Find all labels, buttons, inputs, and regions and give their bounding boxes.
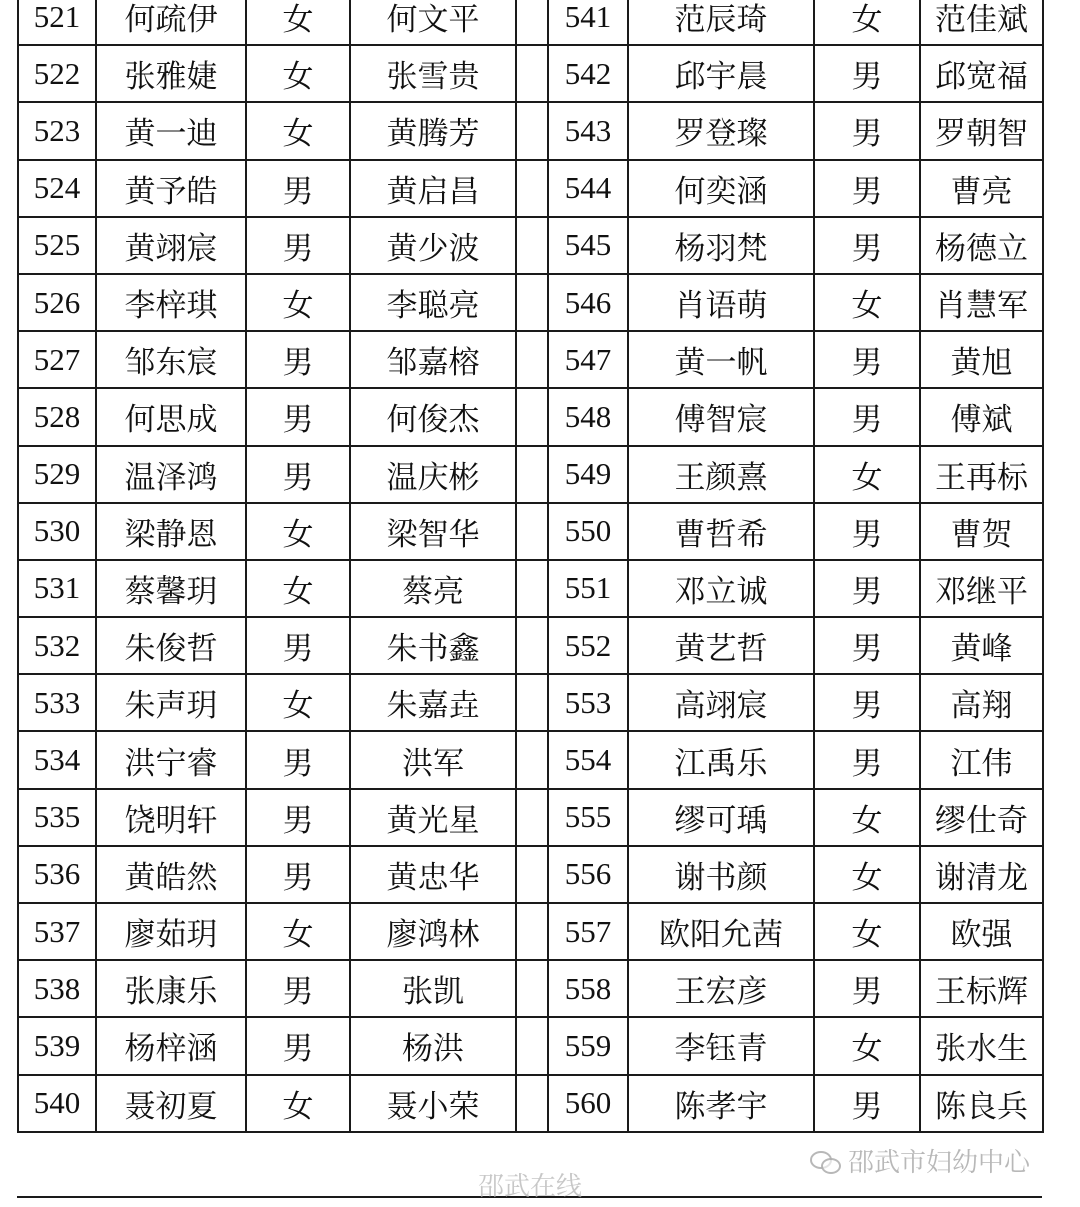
right-gender-cell: 男 bbox=[814, 388, 920, 445]
right-gender-cell: 男 bbox=[814, 674, 920, 731]
left-parent-name-cell: 聂小荣 bbox=[350, 1075, 516, 1132]
right-parent-name-cell: 谢清龙 bbox=[920, 846, 1043, 903]
right-parent-name-cell: 黄旭 bbox=[920, 331, 1043, 388]
column-divider-cell bbox=[516, 446, 548, 503]
right-parent-name-cell: 杨德立 bbox=[920, 217, 1043, 274]
left-parent-name-cell: 邹嘉榕 bbox=[350, 331, 516, 388]
left-student-name-cell: 李梓琪 bbox=[96, 274, 246, 331]
column-divider-cell bbox=[516, 102, 548, 159]
table-row bbox=[18, 846, 1043, 903]
right-gender-cell: 男 bbox=[814, 617, 920, 674]
right-gender-cell: 男 bbox=[814, 1075, 920, 1132]
right-parent-name-cell: 罗朝智 bbox=[920, 102, 1043, 159]
left-parent-name-cell: 黄腾芳 bbox=[350, 102, 516, 159]
left-gender-cell: 女 bbox=[246, 503, 350, 560]
left-student-name-cell: 朱俊哲 bbox=[96, 617, 246, 674]
right-number-cell: 544 bbox=[548, 160, 628, 217]
left-student-name-cell: 张雅婕 bbox=[96, 45, 246, 102]
right-number-cell: 549 bbox=[548, 446, 628, 503]
left-student-name-cell: 黄一迪 bbox=[96, 102, 246, 159]
left-number-cell: 533 bbox=[18, 674, 96, 731]
footer-watermark: 邵武在线 bbox=[478, 1172, 583, 1202]
right-gender-cell: 男 bbox=[814, 331, 920, 388]
right-gender-cell: 女 bbox=[814, 846, 920, 903]
right-gender-cell: 男 bbox=[814, 217, 920, 274]
right-number-cell: 550 bbox=[548, 503, 628, 560]
right-parent-name-cell: 邱宽福 bbox=[920, 45, 1043, 102]
right-parent-name-cell: 曹贺 bbox=[920, 503, 1043, 560]
right-gender-cell: 男 bbox=[814, 560, 920, 617]
right-gender-cell: 男 bbox=[814, 102, 920, 159]
right-number-cell: 551 bbox=[548, 560, 628, 617]
left-student-name-cell: 何疏伊 bbox=[96, 0, 246, 45]
left-number-cell: 539 bbox=[18, 1017, 96, 1074]
column-divider-cell bbox=[516, 503, 548, 560]
left-number-cell: 527 bbox=[18, 331, 96, 388]
table-row bbox=[18, 388, 1043, 445]
left-parent-name-cell: 何文平 bbox=[350, 0, 516, 45]
right-parent-name-cell: 范佳斌 bbox=[920, 0, 1043, 45]
right-student-name-cell: 陈孝宇 bbox=[628, 1075, 814, 1132]
right-number-cell: 552 bbox=[548, 617, 628, 674]
right-student-name-cell: 肖语萌 bbox=[628, 274, 814, 331]
right-number-cell: 554 bbox=[548, 731, 628, 788]
left-student-name-cell: 何思成 bbox=[96, 388, 246, 445]
right-gender-cell: 女 bbox=[814, 789, 920, 846]
table-row bbox=[18, 217, 1043, 274]
table-row bbox=[18, 960, 1043, 1017]
left-number-cell: 537 bbox=[18, 903, 96, 960]
right-gender-cell: 女 bbox=[814, 274, 920, 331]
left-parent-name-cell: 梁智华 bbox=[350, 503, 516, 560]
column-divider-cell bbox=[516, 903, 548, 960]
column-divider-cell bbox=[516, 274, 548, 331]
column-divider-cell bbox=[516, 0, 548, 45]
table-row bbox=[18, 331, 1043, 388]
left-gender-cell: 女 bbox=[246, 674, 350, 731]
right-student-name-cell: 谢书颜 bbox=[628, 846, 814, 903]
column-divider-cell bbox=[516, 846, 548, 903]
left-number-cell: 535 bbox=[18, 789, 96, 846]
table-row bbox=[18, 560, 1043, 617]
table-row bbox=[18, 102, 1043, 159]
right-number-cell: 548 bbox=[548, 388, 628, 445]
left-parent-name-cell: 黄少波 bbox=[350, 217, 516, 274]
right-number-cell: 560 bbox=[548, 1075, 628, 1132]
left-number-cell: 530 bbox=[18, 503, 96, 560]
right-number-cell: 556 bbox=[548, 846, 628, 903]
column-divider-cell bbox=[516, 45, 548, 102]
right-parent-name-cell: 欧强 bbox=[920, 903, 1043, 960]
left-gender-cell: 女 bbox=[246, 1075, 350, 1132]
left-gender-cell: 男 bbox=[246, 160, 350, 217]
left-parent-name-cell: 何俊杰 bbox=[350, 388, 516, 445]
watermark-text: 邵武市妇幼中心 bbox=[848, 1148, 1031, 1178]
left-number-cell: 534 bbox=[18, 731, 96, 788]
left-student-name-cell: 黄皓然 bbox=[96, 846, 246, 903]
right-gender-cell: 女 bbox=[814, 1017, 920, 1074]
right-number-cell: 558 bbox=[548, 960, 628, 1017]
left-gender-cell: 女 bbox=[246, 45, 350, 102]
left-gender-cell: 女 bbox=[246, 274, 350, 331]
left-parent-name-cell: 温庆彬 bbox=[350, 446, 516, 503]
column-divider-cell bbox=[516, 388, 548, 445]
right-gender-cell: 男 bbox=[814, 731, 920, 788]
left-number-cell: 524 bbox=[18, 160, 96, 217]
table-row bbox=[18, 45, 1043, 102]
left-student-name-cell: 梁静恩 bbox=[96, 503, 246, 560]
left-student-name-cell: 杨梓涵 bbox=[96, 1017, 246, 1074]
left-number-cell: 538 bbox=[18, 960, 96, 1017]
right-number-cell: 542 bbox=[548, 45, 628, 102]
left-student-name-cell: 洪宁睿 bbox=[96, 731, 246, 788]
left-gender-cell: 男 bbox=[246, 960, 350, 1017]
right-student-name-cell: 李钰青 bbox=[628, 1017, 814, 1074]
right-student-name-cell: 曹哲希 bbox=[628, 503, 814, 560]
left-gender-cell: 男 bbox=[246, 446, 350, 503]
left-parent-name-cell: 张雪贵 bbox=[350, 45, 516, 102]
right-student-name-cell: 罗登璨 bbox=[628, 102, 814, 159]
table-row bbox=[18, 274, 1043, 331]
right-gender-cell: 女 bbox=[814, 903, 920, 960]
right-student-name-cell: 江禹乐 bbox=[628, 731, 814, 788]
column-divider-cell bbox=[516, 674, 548, 731]
left-gender-cell: 男 bbox=[246, 388, 350, 445]
left-number-cell: 525 bbox=[18, 217, 96, 274]
left-number-cell: 526 bbox=[18, 274, 96, 331]
right-student-name-cell: 黄一帆 bbox=[628, 331, 814, 388]
right-parent-name-cell: 江伟 bbox=[920, 731, 1043, 788]
left-parent-name-cell: 黄忠华 bbox=[350, 846, 516, 903]
right-parent-name-cell: 高翔 bbox=[920, 674, 1043, 731]
left-number-cell: 536 bbox=[18, 846, 96, 903]
roster-body bbox=[18, 0, 1043, 1132]
left-parent-name-cell: 蔡亮 bbox=[350, 560, 516, 617]
column-divider-cell bbox=[516, 731, 548, 788]
column-divider-cell bbox=[516, 560, 548, 617]
left-number-cell: 523 bbox=[18, 102, 96, 159]
right-student-name-cell: 王颜熹 bbox=[628, 446, 814, 503]
left-parent-name-cell: 朱嘉垚 bbox=[350, 674, 516, 731]
right-number-cell: 555 bbox=[548, 789, 628, 846]
column-divider-cell bbox=[516, 1075, 548, 1132]
table-row bbox=[18, 503, 1043, 560]
table-row bbox=[18, 1075, 1043, 1132]
right-student-name-cell: 邱宇晨 bbox=[628, 45, 814, 102]
left-parent-name-cell: 黄光星 bbox=[350, 789, 516, 846]
right-student-name-cell: 欧阳允茜 bbox=[628, 903, 814, 960]
right-gender-cell: 男 bbox=[814, 503, 920, 560]
column-divider-cell bbox=[516, 217, 548, 274]
left-number-cell: 521 bbox=[18, 0, 96, 45]
right-gender-cell: 女 bbox=[814, 446, 920, 503]
left-student-name-cell: 黄予皓 bbox=[96, 160, 246, 217]
right-student-name-cell: 王宏彦 bbox=[628, 960, 814, 1017]
left-parent-name-cell: 朱书鑫 bbox=[350, 617, 516, 674]
left-student-name-cell: 朱声玥 bbox=[96, 674, 246, 731]
left-gender-cell: 女 bbox=[246, 102, 350, 159]
right-parent-name-cell: 肖慧军 bbox=[920, 274, 1043, 331]
right-gender-cell: 男 bbox=[814, 960, 920, 1017]
right-student-name-cell: 黄艺哲 bbox=[628, 617, 814, 674]
watermark bbox=[810, 1142, 1030, 1179]
right-parent-name-cell: 陈良兵 bbox=[920, 1075, 1043, 1132]
wechat-icon bbox=[810, 1149, 840, 1173]
right-number-cell: 553 bbox=[548, 674, 628, 731]
left-number-cell: 522 bbox=[18, 45, 96, 102]
table-row bbox=[18, 903, 1043, 960]
right-number-cell: 559 bbox=[548, 1017, 628, 1074]
column-divider-cell bbox=[516, 960, 548, 1017]
left-gender-cell: 男 bbox=[246, 1017, 350, 1074]
table-row bbox=[18, 446, 1043, 503]
left-student-name-cell: 聂初夏 bbox=[96, 1075, 246, 1132]
roster-table bbox=[17, 0, 1044, 1133]
table-row bbox=[18, 1017, 1043, 1074]
right-student-name-cell: 何奕涵 bbox=[628, 160, 814, 217]
right-student-name-cell: 缪可瑀 bbox=[628, 789, 814, 846]
right-gender-cell: 女 bbox=[814, 0, 920, 45]
left-number-cell: 531 bbox=[18, 560, 96, 617]
right-student-name-cell: 杨羽梵 bbox=[628, 217, 814, 274]
left-parent-name-cell: 廖鸿林 bbox=[350, 903, 516, 960]
right-number-cell: 543 bbox=[548, 102, 628, 159]
right-parent-name-cell: 王标辉 bbox=[920, 960, 1043, 1017]
table-row bbox=[18, 617, 1043, 674]
right-parent-name-cell: 缪仕奇 bbox=[920, 789, 1043, 846]
left-gender-cell: 男 bbox=[246, 331, 350, 388]
right-gender-cell: 男 bbox=[814, 160, 920, 217]
right-parent-name-cell: 邓继平 bbox=[920, 560, 1043, 617]
left-student-name-cell: 温泽鸿 bbox=[96, 446, 246, 503]
column-divider-cell bbox=[516, 160, 548, 217]
right-number-cell: 541 bbox=[548, 0, 628, 45]
right-parent-name-cell: 傅斌 bbox=[920, 388, 1043, 445]
right-number-cell: 546 bbox=[548, 274, 628, 331]
right-student-name-cell: 傅智宸 bbox=[628, 388, 814, 445]
left-number-cell: 540 bbox=[18, 1075, 96, 1132]
left-gender-cell: 男 bbox=[246, 789, 350, 846]
left-gender-cell: 男 bbox=[246, 846, 350, 903]
table-row bbox=[18, 0, 1043, 45]
left-student-name-cell: 张康乐 bbox=[96, 960, 246, 1017]
left-gender-cell: 男 bbox=[246, 731, 350, 788]
column-divider-cell bbox=[516, 789, 548, 846]
left-parent-name-cell: 李聪亮 bbox=[350, 274, 516, 331]
table-row bbox=[18, 789, 1043, 846]
left-number-cell: 529 bbox=[18, 446, 96, 503]
left-gender-cell: 女 bbox=[246, 903, 350, 960]
left-gender-cell: 男 bbox=[246, 217, 350, 274]
left-student-name-cell: 邹东宸 bbox=[96, 331, 246, 388]
right-student-name-cell: 范辰琦 bbox=[628, 0, 814, 45]
left-parent-name-cell: 张凯 bbox=[350, 960, 516, 1017]
table-row bbox=[18, 674, 1043, 731]
left-student-name-cell: 饶明轩 bbox=[96, 789, 246, 846]
right-parent-name-cell: 张水生 bbox=[920, 1017, 1043, 1074]
column-divider-cell bbox=[516, 1017, 548, 1074]
right-student-name-cell: 邓立诚 bbox=[628, 560, 814, 617]
right-number-cell: 545 bbox=[548, 217, 628, 274]
right-parent-name-cell: 黄峰 bbox=[920, 617, 1043, 674]
table-row bbox=[18, 731, 1043, 788]
right-number-cell: 557 bbox=[548, 903, 628, 960]
right-student-name-cell: 高翊宸 bbox=[628, 674, 814, 731]
left-number-cell: 532 bbox=[18, 617, 96, 674]
left-gender-cell: 女 bbox=[246, 560, 350, 617]
right-parent-name-cell: 王再标 bbox=[920, 446, 1043, 503]
left-parent-name-cell: 杨洪 bbox=[350, 1017, 516, 1074]
left-number-cell: 528 bbox=[18, 388, 96, 445]
column-divider-cell bbox=[516, 617, 548, 674]
table-bottom-border bbox=[17, 1196, 1042, 1198]
left-gender-cell: 男 bbox=[246, 617, 350, 674]
left-parent-name-cell: 黄启昌 bbox=[350, 160, 516, 217]
left-gender-cell: 女 bbox=[246, 0, 350, 45]
left-student-name-cell: 蔡馨玥 bbox=[96, 560, 246, 617]
left-student-name-cell: 黄翊宸 bbox=[96, 217, 246, 274]
left-parent-name-cell: 洪军 bbox=[350, 731, 516, 788]
column-divider-cell bbox=[516, 331, 548, 388]
right-gender-cell: 男 bbox=[814, 45, 920, 102]
right-parent-name-cell: 曹亮 bbox=[920, 160, 1043, 217]
right-number-cell: 547 bbox=[548, 331, 628, 388]
table-row bbox=[18, 160, 1043, 217]
left-student-name-cell: 廖茹玥 bbox=[96, 903, 246, 960]
